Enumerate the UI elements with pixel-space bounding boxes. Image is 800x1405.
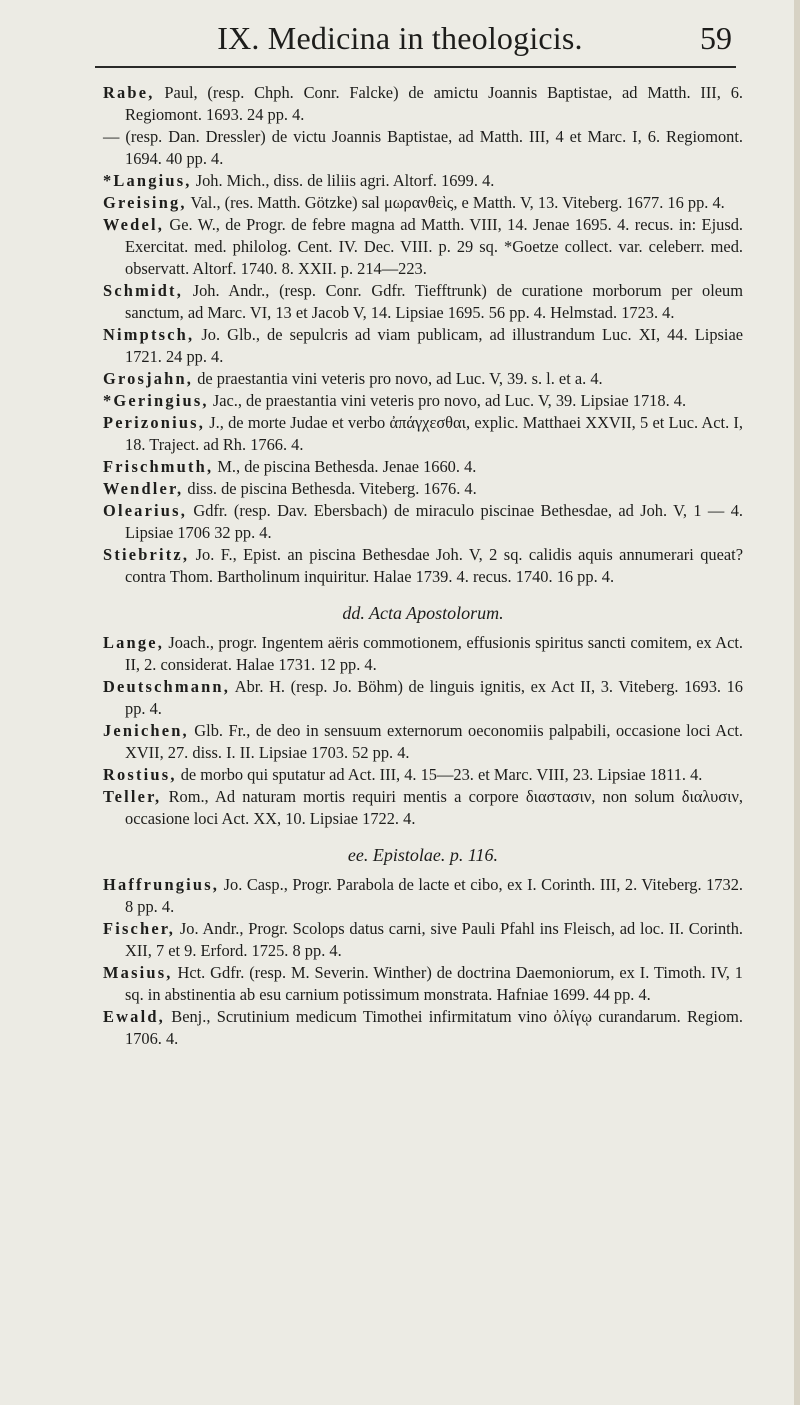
entry-author: Rabe, (103, 83, 155, 102)
section-heading: ee. Epistolae. p. 116. (347, 845, 499, 865)
section-heading: dd. Acta Apostolorum. (342, 603, 504, 623)
entry-author: Perizonius, (103, 413, 206, 432)
bibliography-entry (103, 82, 743, 126)
bibliography-entry (103, 456, 743, 478)
bibliography-entry (103, 1006, 743, 1050)
entry-author: Frischmuth, (103, 457, 214, 476)
bibliography-entry (103, 324, 743, 368)
entry-author: Fischer, (103, 919, 176, 938)
running-header (0, 0, 800, 70)
bibliography-entry (103, 478, 743, 500)
entry-author: Lange, (103, 633, 165, 652)
entry-text: Abr. H. (resp. Jo. Böhm) de linguis ignitis, ex Act II, 3. Viteberg. 1693. 16 pp. 4. (125, 677, 743, 718)
entry-text: Glb. Fr., de deo in sensuum externorum oeconomiis palpabili, occasione loci Act. XVII, 27. diss. I. II. Lipsiae 1703. 52 pp. 4. (125, 721, 743, 762)
chapter-title: IX. Medicina in theologicis. (217, 20, 583, 56)
bibliography-list (103, 82, 743, 1050)
bibliography-entry (103, 126, 743, 170)
entry-text: diss. de piscina Bethesda. Viteberg. 1676. 4. (183, 479, 477, 498)
bibliography-entry (103, 544, 743, 588)
entry-text: Jo. Glb., de sepulcris ad viam publicam, ad illustrandum Luc. XI, 44. Lipsiae 1721. 24 pp. 4. (125, 325, 743, 366)
entry-text: Benj., Scrutinium medicum Timothei infirmitatum vino ὀλίγῳ curandarum. Regiom. 1706. 4. (125, 1007, 743, 1048)
entry-author: Teller, (103, 787, 162, 806)
entry-text: J., de morte Judae et verbo ἀπάγχεσθαι, explic. Matthaei XXVII, 5 et Luc. Act. I, 18. Traject. ad Rh. 1766. 4. (125, 413, 743, 454)
entry-text: Jac., de praestantia vini veteris pro novo, ad Luc. V, 39. Lipsiae 1718. 4. (208, 391, 687, 410)
entry-author: Olearius, (103, 501, 187, 520)
entry-author: Stiebritz, (103, 545, 190, 564)
entry-text: Jo. Andr., Progr. Scolops datus carni, sive Pauli Pfahl ins Fleisch, ad loc. II. Corinth. XII, 7 et 9. Erford. 1725. 8 pp. 4. (125, 919, 743, 960)
entry-author: *Geringius, (103, 391, 209, 410)
bibliography-entry (103, 192, 743, 214)
bibliography-entry (103, 918, 743, 962)
entry-text: M., de piscina Bethesda. Jenae 1660. 4. (213, 457, 477, 476)
bibliography-entry (103, 962, 743, 1006)
entry-author: Wendler, (103, 479, 184, 498)
entry-text: Joh. Andr., (resp. Conr. Gdfr. Tiefftrunk) de curatione morborum per oleum sanctum, ad Marc. VI, 13 et Jacob V, 14. Lipsiae 1695. 56 pp. 4. Helmstad. 1723. 4. (125, 281, 743, 322)
bibliography-entry (103, 786, 743, 830)
bibliography-entry (103, 412, 743, 456)
entry-text: Gdfr. (resp. Dav. Ebersbach) de miraculo piscinae Bethesdae, ad Joh. V, 1 — 4. Lipsiae 1706 32 pp. 4. (125, 501, 743, 542)
bibliography-entry (103, 170, 743, 192)
entry-author: Nimptsch, (103, 325, 195, 344)
bibliography-entry (103, 214, 743, 280)
entry-text: de praestantia vini veteris pro novo, ad Luc. V, 39. s. l. et a. 4. (193, 369, 603, 388)
bibliography-entry (103, 764, 743, 786)
entry-text: Paul, (resp. Chph. Conr. Falcke) de amictu Joannis Baptistae, ad Matth. III, 6. Regiomont. 1693. 24 pp. 4. (125, 83, 743, 124)
entry-text: Hct. Gdfr. (resp. M. Severin. Winther) de doctrina Daemoniorum, ex I. Timoth. IV, 1 sq. in abstinentia ab esu carnium potissimum monstrata. Hafniae 1699. 44 pp. 4. (125, 963, 743, 1004)
bibliography-entry (103, 368, 743, 390)
entry-text: Rom., Ad naturam mortis requiri mentis a corpore διαστασιν, non solum διαλυσιν, occasione loci Act. XX, 10. Lipsiae 1722. 4. (125, 787, 743, 828)
entry-author: Rostius, (103, 765, 177, 784)
page-number: 59 (700, 20, 732, 56)
entry-author: Wedel, (103, 215, 165, 234)
entry-text: de morbo qui sputatur ad Act. III, 4. 15—23. et Marc. VIII, 23. Lipsiae 1811. 4. (176, 765, 703, 784)
entry-text: Val., (res. Matth. Götzke) sal μωρανθεὶς, e Matth. V, 13. Viteberg. 1677. 16 pp. 4. (186, 193, 725, 212)
entry-text: Joh. Mich., diss. de liliis agri. Altorf. 1699. 4. (191, 171, 495, 190)
entry-text: Ge. W., de Progr. de febre magna ad Matth. VIII, 14. Jenae 1695. 4. recus. in: Ejusd. Exercitat. med. philolog. Cent. IV. Dec. VIII. p. 29 sq. *Goetze collect. var. celeberr. med. observatt. Altorf. 1740. 8. XXII. p. 214—223. (125, 215, 743, 278)
bibliography-entry (103, 390, 743, 412)
bibliography-entry (103, 632, 743, 676)
entry-text: Jo. F., Epist. an piscina Bethesdae Joh. V, 2 sq. calidis aquis annumerari queat? contra Thom. Bartholinum inquiritur. Halae 1739. 4. recus. 1740. 16 pp. 4. (125, 545, 743, 586)
bibliography-entry (103, 500, 743, 544)
entry-author: Haffrungius, (103, 875, 220, 894)
entry-text: Joach., progr. Ingentem aëris commotionem, effusionis spiritus sancti comitem, ex Act. II, 2. considerat. Halae 1731. 12 pp. 4. (125, 633, 743, 674)
entry-author: Greising, (103, 193, 187, 212)
bibliography-entry (103, 280, 743, 324)
entry-text: — (resp. Dan. Dressler) de victu Joannis Baptistae, ad Matth. III, 4 et Marc. I, 6. Regiomont. 1694. 40 pp. 4. (103, 127, 743, 168)
entry-author: Grosjahn, (103, 369, 194, 388)
bibliography-entry (103, 874, 743, 918)
bibliography-entry (103, 720, 743, 764)
page-edge (794, 0, 800, 1405)
bibliography-entry (103, 676, 743, 720)
entry-author: Ewald, (103, 1007, 165, 1026)
header-rule (95, 66, 736, 68)
entry-author: *Langius, (103, 171, 192, 190)
entry-author: Masius, (103, 963, 173, 982)
entry-author: Jenichen, (103, 721, 189, 740)
entry-author: Deutschmann, (103, 677, 231, 696)
entry-text: Jo. Casp., Progr. Parabola de lacte et cibo, ex I. Corinth. III, 2. Viteberg. 1732. 8 pp. 4. (125, 875, 743, 916)
entry-author: Schmidt, (103, 281, 183, 300)
